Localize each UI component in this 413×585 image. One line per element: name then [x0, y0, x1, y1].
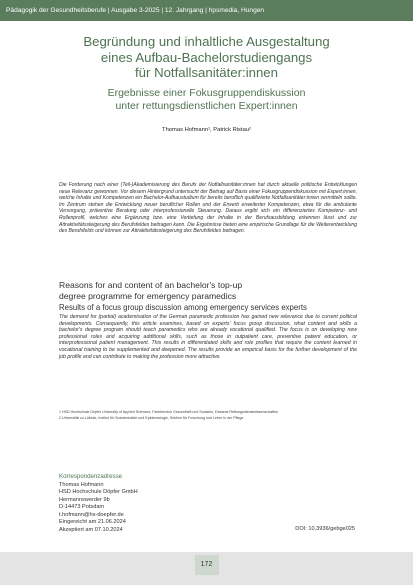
journal-header-text: Pädagogik der Gesundheitsberufe | Ausgabe 3-2025 | 12. Jahrgang | hpsmedia, Hungen [6, 7, 265, 14]
journal-header-bar [0, 0, 413, 21]
author-list: Thomas Hofmann¹, Patrick Ristau² [162, 127, 251, 133]
affiliation-1: 1 HSD Hochschule Döpfer University of Applied Sciences, Fachbereich Gesundheit und Soziales, Dekanat Rettungsdienstwissenschaften [59, 410, 278, 414]
submission-dates [59, 519, 126, 534]
correspondence-block [59, 473, 138, 519]
title-line-1: Begründung und inhaltliche Ausgestaltung [83, 34, 330, 49]
correspondence-org: HSD Hochschule Döpfer GmbH [59, 489, 138, 495]
english-title [59, 280, 359, 302]
correspondence-email[interactable]: t.hofmann@hs-doepfer.de [59, 511, 124, 518]
subtitle-line-1: Ergebnisse einer Fokusgruppendiskussion [107, 87, 306, 99]
correspondence-street: Hermannswerder 9b [59, 496, 110, 503]
english-title-line-1: Reasons for and content of an bachelor's top-up [59, 280, 243, 290]
subtitle-line-2: unter rettungsdienstlichen Expert:innen [115, 100, 298, 112]
article-title [20, 34, 393, 81]
title-line-3: für Notfallsanitäter:innen [135, 65, 278, 80]
correspondence-label: Korrespondenzadresse [59, 473, 123, 480]
page-number: 172 [195, 555, 219, 575]
abstract-german: Die Forderung nach einer (Teil-)Akademisierung des Berufs der Notfallsanitäter:innen hat durch aktuelle politische Entwicklungen neue Relevanz gewonnen. Vor diesem Hintergrund untersucht der Beitrag auf Basis einer Fokusgruppendiskussion mit Expert:innen, welche Inhalte und Kompetenzen ein Bachelor-Aufbaustudium für bereits beruflich qualifizierte Notfallsanitäter:innen vermitteln sollte. Im Zentrum stehen die Entwicklung neuer beruflicher Rollen und der Erwerb erweiterter Kompetenzen, etwa für die ambulante Versorgung, präventive Beratung oder interprofessionelle Steuerung. Daraus ergibt sich ein differenziertes Kompetenz- und Rollenprofil, welches eine Ergänzung bzw. eine Vertiefung der Inhalte in der Berufsausbildung erkennen lässt und zur Attraktivitätssteigerung des Berufsfeldes beitragen kann. Die Ergebnisse bieten eine empirische Grundlage für die Weiterentwicklung des Berufsfelds und können zur Attraktivitätssteigerung des Berufsfeldes beitragen. [59, 182, 357, 235]
english-title-line-2: degree programme for emergency paramedics [59, 291, 237, 301]
abstract-english: The demand for (partial) academisation of the German paramedic profession has gained new relevance due to current political developments. Consequently, this article examines, based on experts' focus group discussion, what content and skills a bachelor's degree program should teach paramedics who are already vocational qualified. The focus is on developing new professional roles and acquiring additional skills, such as those in outpatient care, preventive patient education, or interprofessional patient management. This results in differentiated skills and role profiles that require the content learned in vocational training to be supplemented and deepened. The results provide an empirical basis for the further development of the job profile and can contribute to making the profession more attractive. [59, 314, 357, 360]
accepted-date: Akzeptiert am 07.10.2024 [59, 526, 123, 533]
article-subtitle [20, 87, 393, 113]
title-line-2: eines Aufbau-Bachelorstudiengangs [100, 49, 313, 65]
affiliations [59, 410, 357, 422]
doi-link[interactable]: DOI: 10.3936/gebge025 [295, 526, 355, 532]
english-subtitle: Results of a focus group discussion among emergency services experts [59, 303, 307, 312]
correspondence-city: D-14473 Potsdam [59, 504, 105, 510]
page-footer [0, 552, 413, 585]
correspondence-name: Thomas Hofmann [59, 481, 104, 488]
affiliation-2: 2 Universität zu Lübeck, Institut für Sozialmedizin und Epidemiologie, Sektion für Forschung und Lehre in der Pflege [59, 415, 244, 420]
received-date: Eingereicht am 21.06.2024 [59, 519, 126, 525]
